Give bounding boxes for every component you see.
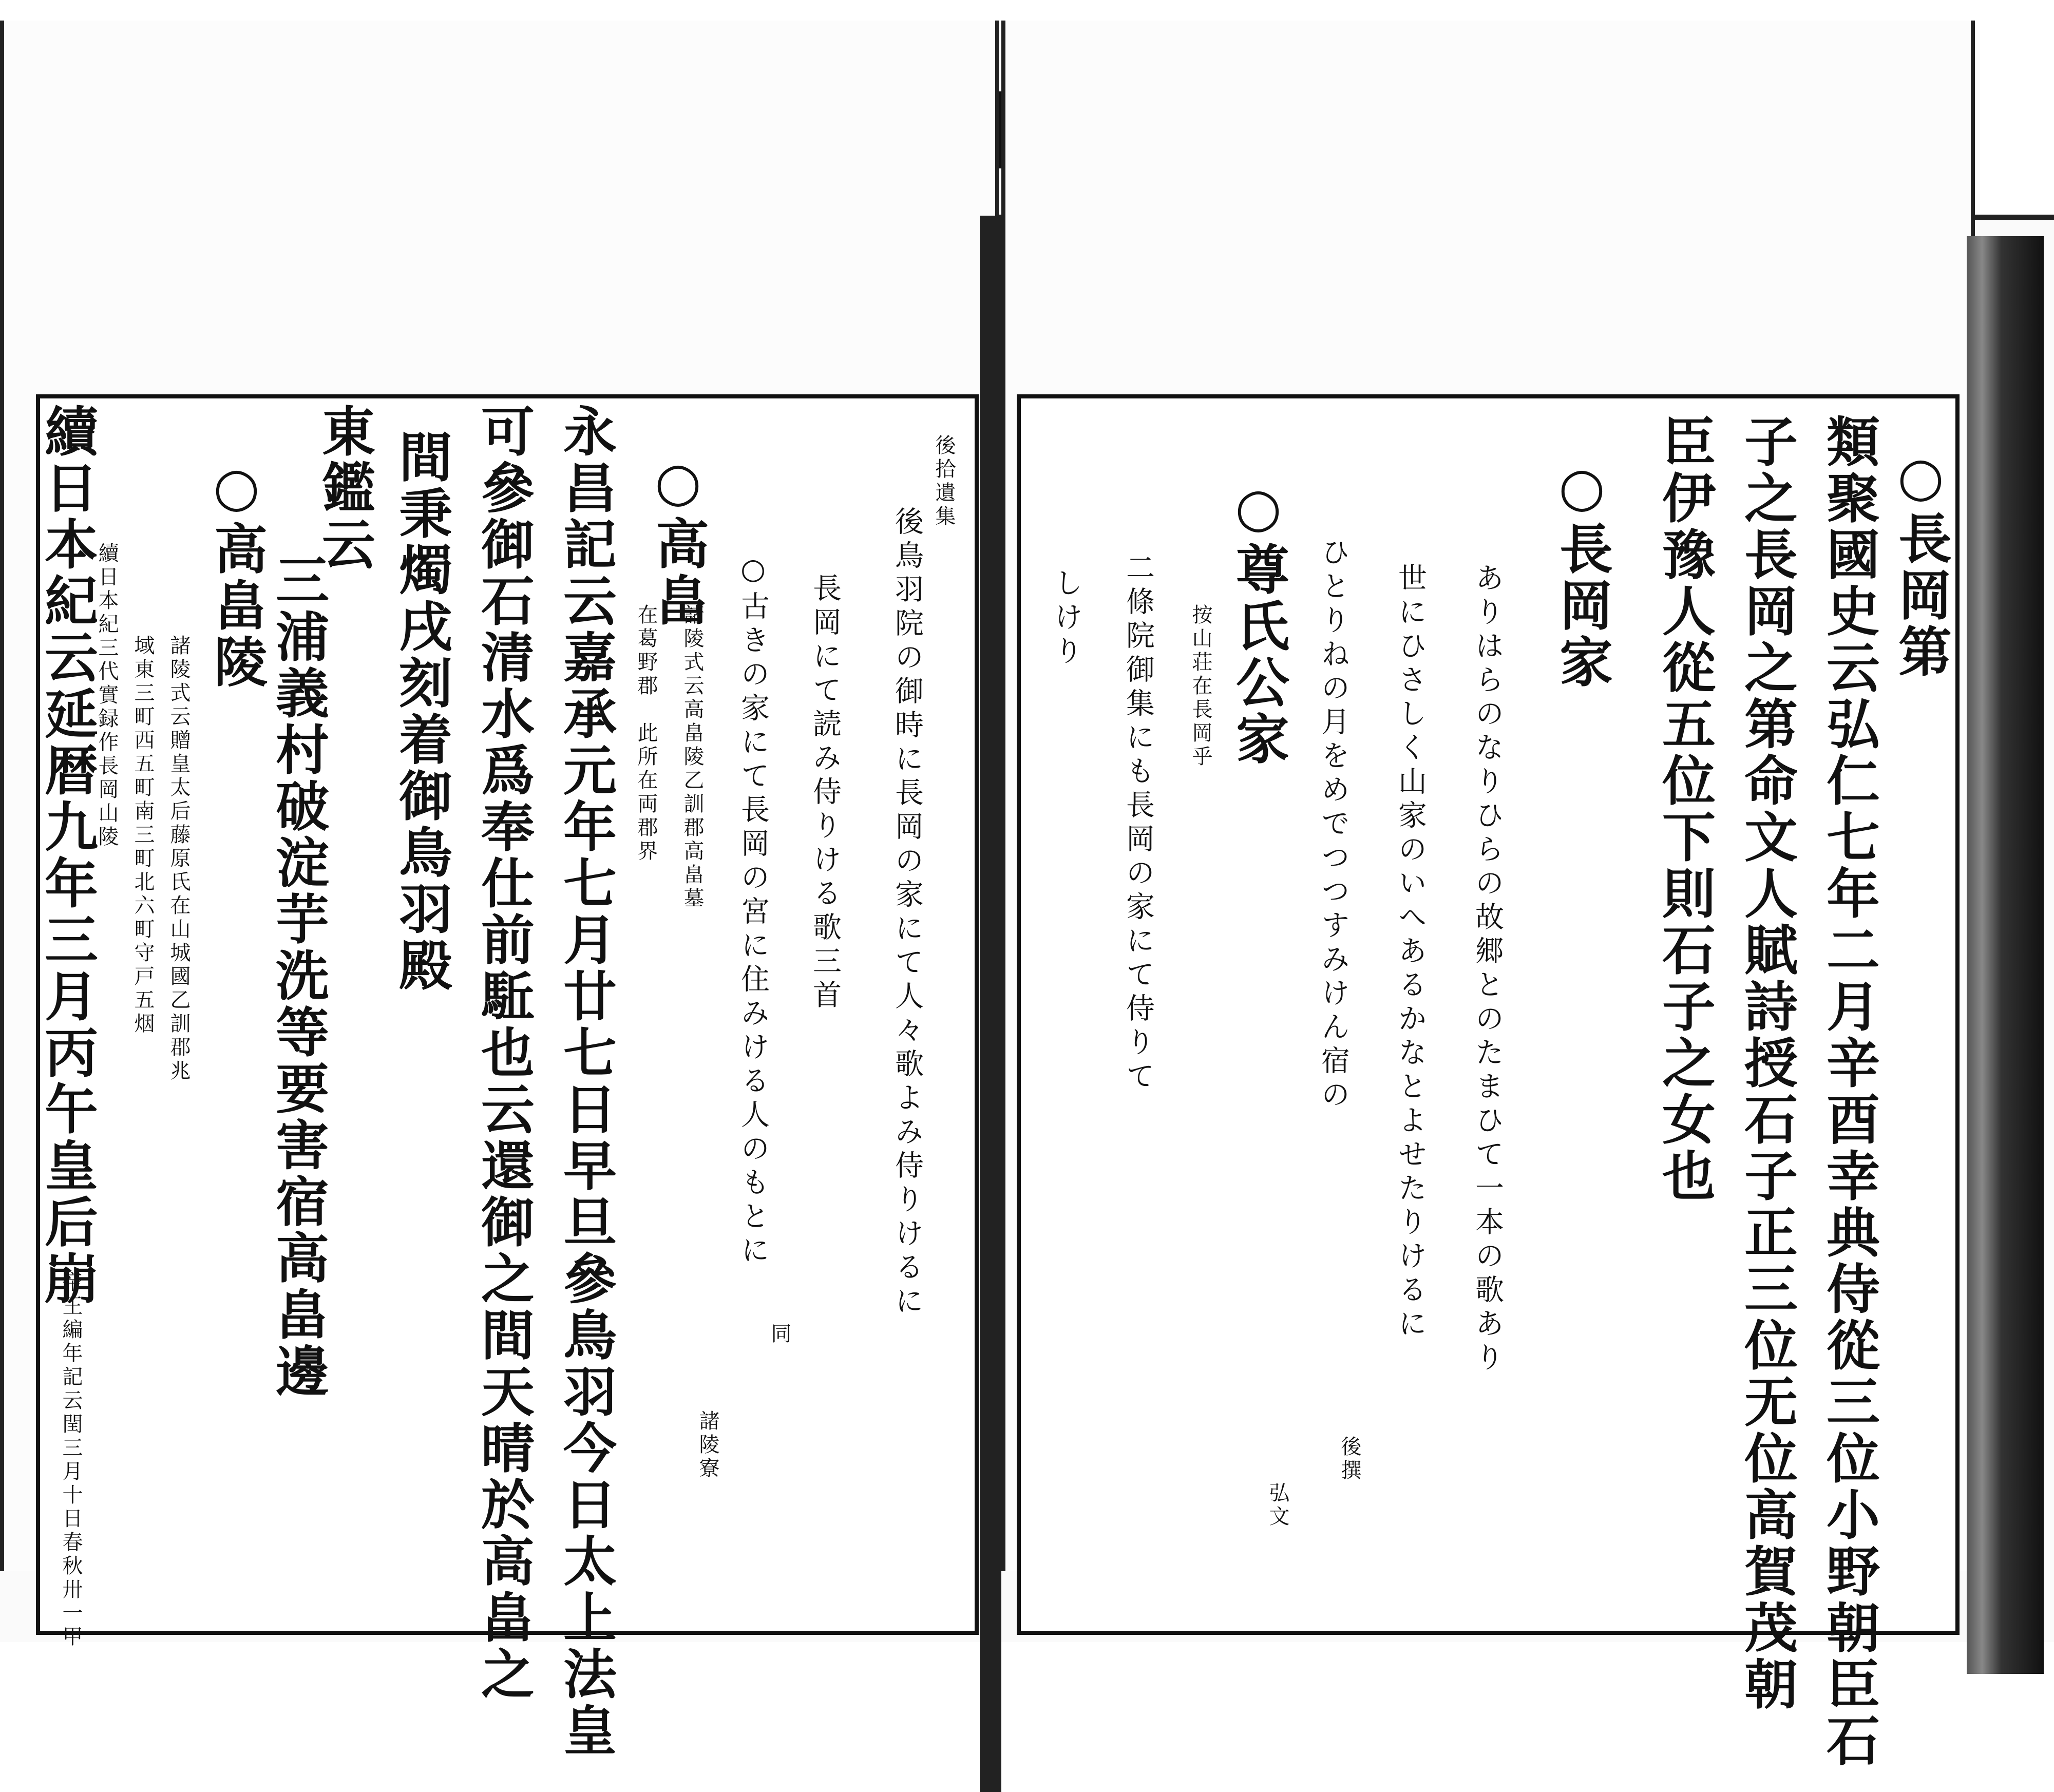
text-column: 長岡にて読み侍りける歌三首 xyxy=(808,573,842,1014)
text-column: 帝王編年記云閏三月十日春秋卅一甲 xyxy=(59,1271,83,1649)
text-column: ○高畠 xyxy=(646,450,710,629)
text-column: 按山荘在長岡乎 xyxy=(1189,604,1212,769)
margin-note: 諸陵寮 xyxy=(696,1410,719,1481)
left-page-frame xyxy=(35,394,979,1759)
text-column: ひとりねの月をめでつつすみけん宿の xyxy=(1317,537,1350,1113)
text-column: 域東三町西五町南三町北六町守戸五烟 xyxy=(131,635,155,1036)
text-column: ○長岡家 xyxy=(1550,455,1613,691)
text-column: ありはらのなりひらの故郷とのたまひて一本の歌あり xyxy=(1471,563,1504,1376)
text-column: ○古きの家にて長岡の宮に住みける人のもとに xyxy=(736,552,770,1269)
text-column: 東鑑云 xyxy=(313,404,376,573)
margin-note: 弘文 xyxy=(1266,1482,1289,1529)
text-column: 臣伊豫人從五位下則石子之女也 xyxy=(1653,414,1716,1205)
margin-note: 同 xyxy=(768,1323,791,1346)
text-column: 後鳥羽院の御時に長岡の家にて人々歌よみ侍りけるに xyxy=(890,506,924,1320)
book-spine xyxy=(980,216,1001,1792)
text-column: 世にひさしく山家のいへあるかなとよせたりけるに xyxy=(1394,563,1427,1342)
text-column: ○長岡第 xyxy=(1889,445,1952,680)
right-page-frame xyxy=(1017,394,1960,1769)
text-column: 類聚國史云弘仁七年二月辛酉幸典侍從三位小野朝臣石 xyxy=(1817,414,1880,1769)
text-column: ○高畠陵 xyxy=(205,455,268,691)
text-column: 後拾遺集 xyxy=(932,434,956,529)
text-column: 續日本紀三代實録作長岡山陵 xyxy=(95,542,119,849)
margin-note: 後撰 xyxy=(1338,1436,1361,1483)
text-column: 二條院御集にも長岡の家にて侍りて xyxy=(1121,552,1155,1095)
text-column: 永昌記云嘉承元年七月廿七日早旦參鳥羽今日太上法皇 xyxy=(554,404,617,1759)
book-edge xyxy=(1967,236,2044,1674)
text-column: 在葛野郡 此所在両郡界 xyxy=(634,604,658,864)
text-column: 三浦義村破淀芋洗等要害宿高畠邊 xyxy=(267,552,330,1400)
text-column: 續日本紀云延暦九年三月丙午皇后崩 xyxy=(35,404,99,1307)
text-column: 諸陵式云贈皇太后藤原氏在山城國乙訓郡兆 xyxy=(167,635,191,1083)
text-column: 諸陵式云高畠陵乙訓郡高畠墓 xyxy=(680,604,704,911)
text-column: しけり xyxy=(1050,568,1083,670)
text-column: 間秉燭戌刻着御鳥羽殿 xyxy=(390,429,453,994)
text-column: 子之長岡之第命文人賦詩授石子正三位无位高賀茂朝 xyxy=(1735,414,1798,1713)
text-column: 可參御石清水爲奉仕前駈也云還御之間天晴於高畠之 xyxy=(472,404,535,1703)
text-column: ○尊氏公家 xyxy=(1227,475,1290,768)
